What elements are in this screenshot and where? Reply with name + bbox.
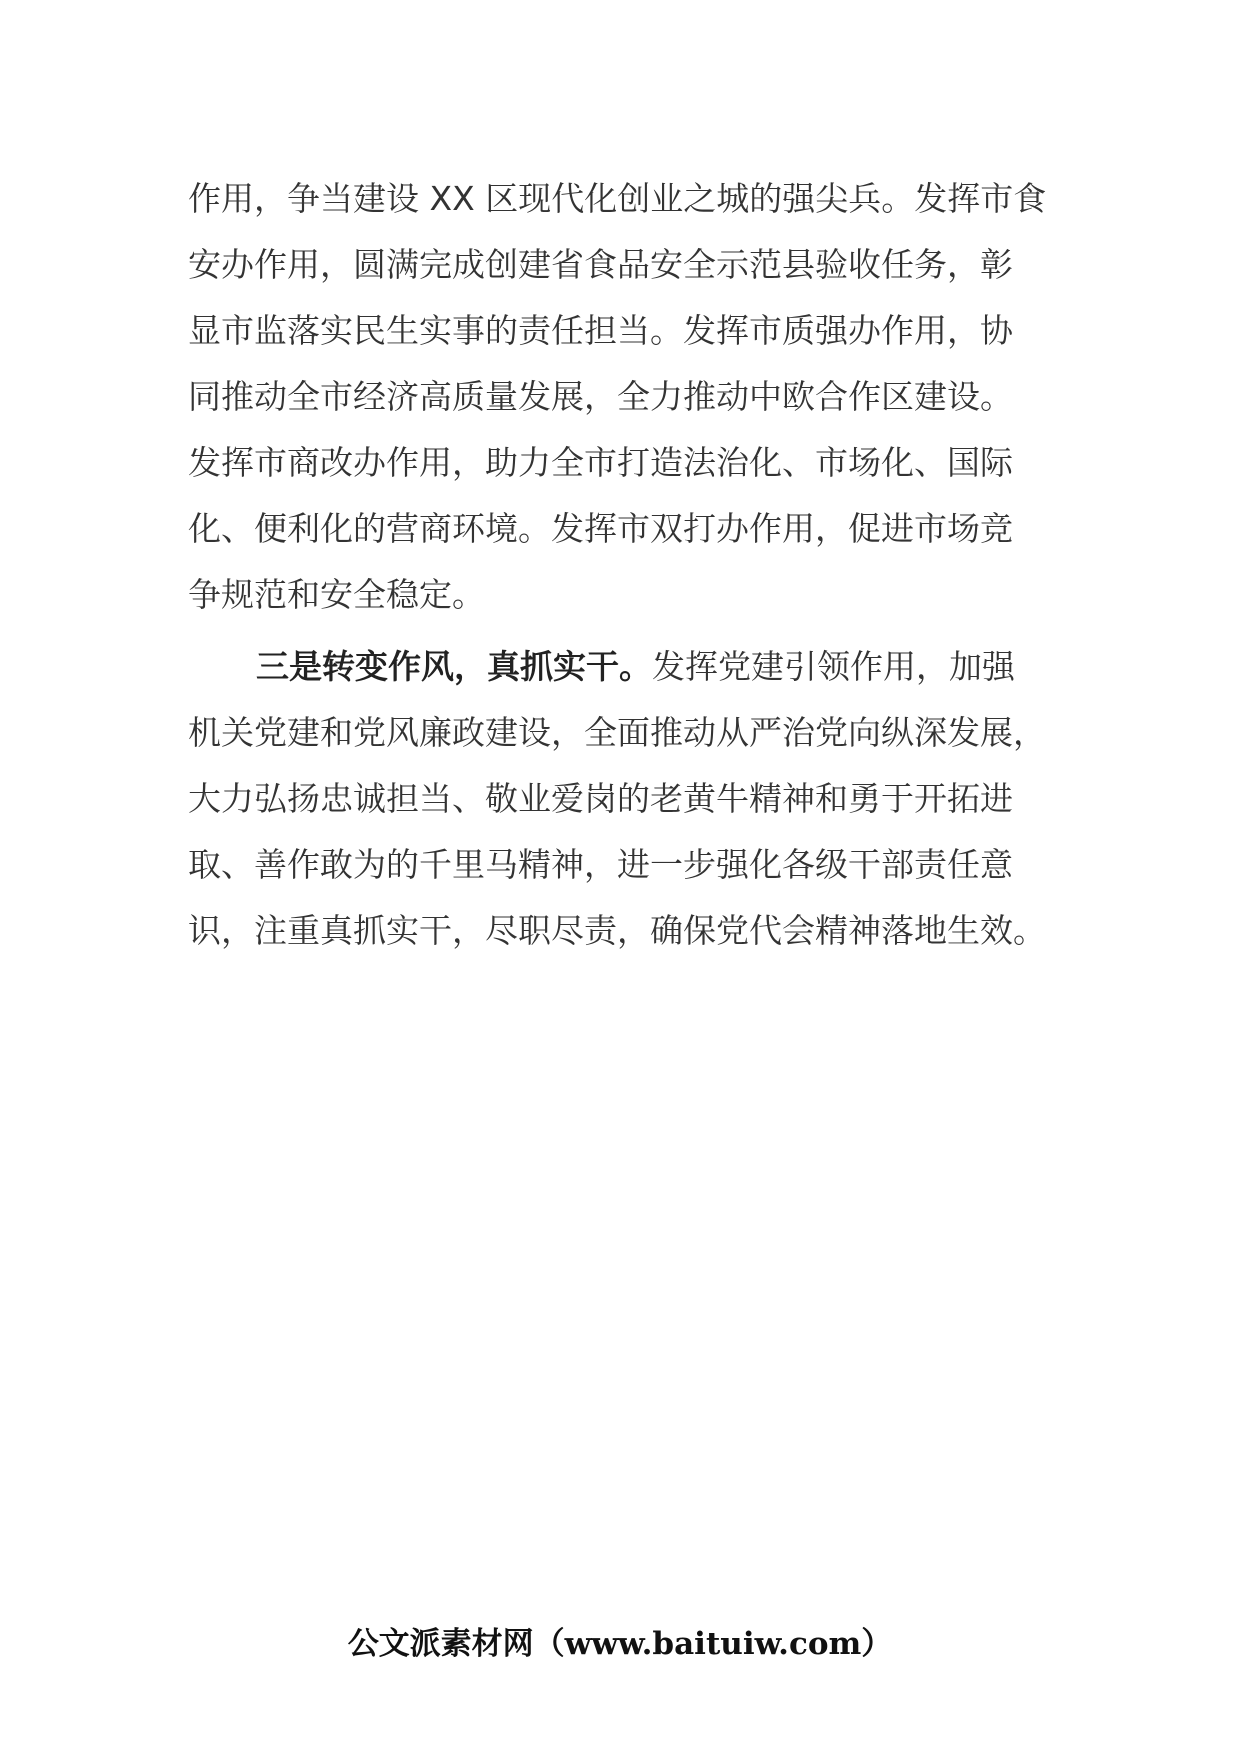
text-line: 同推动全市经济高质量发展，全力推动中欧合作区建设。 — [188, 377, 1013, 416]
text-line: 作用，争当建设 XX 区现代化创业之城的强尖兵。发挥市食 — [188, 179, 1047, 218]
paragraph-2 — [188, 634, 1068, 964]
document-body — [188, 166, 1068, 964]
text-line: 争规范和安全稳定。 — [188, 575, 485, 614]
paragraph-1 — [188, 166, 1068, 628]
text-line: 化、便利化的营商环境。发挥市双打办作用，促进市场竞 — [188, 509, 1013, 548]
text-line: 识，注重真抓实干，尽职尽责，确保党代会精神落地生效。 — [188, 911, 1046, 950]
text-line: 取、善作敢为的千里马精神，进一步强化各级干部责任意 — [188, 845, 1013, 884]
paragraph-lead-heading: 三是转变作风，真抓实干。 — [256, 647, 652, 686]
text-line: 发挥市商改办作用，助力全市打造法治化、市场化、国际 — [188, 443, 1013, 482]
text-line-first — [188, 634, 1068, 700]
text-line: 大力弘扬忠诚担当、敬业爱岗的老黄牛精神和勇于开拓进 — [188, 779, 1013, 818]
paragraph-lead-rest: 发挥党建引领作用，加强 — [652, 647, 1015, 686]
text-line: 显市监落实民生实事的责任担当。发挥市质强办作用，协 — [188, 311, 1013, 350]
text-line: 机关党建和党风廉政建设，全面推动从严治党向纵深发展， — [188, 713, 1046, 752]
footer-watermark: 公文派素材网（www.baituiw.com） — [347, 1626, 893, 1662]
text-line: 安办作用，圆满完成创建省食品安全示范县验收任务，彰 — [188, 245, 1013, 284]
